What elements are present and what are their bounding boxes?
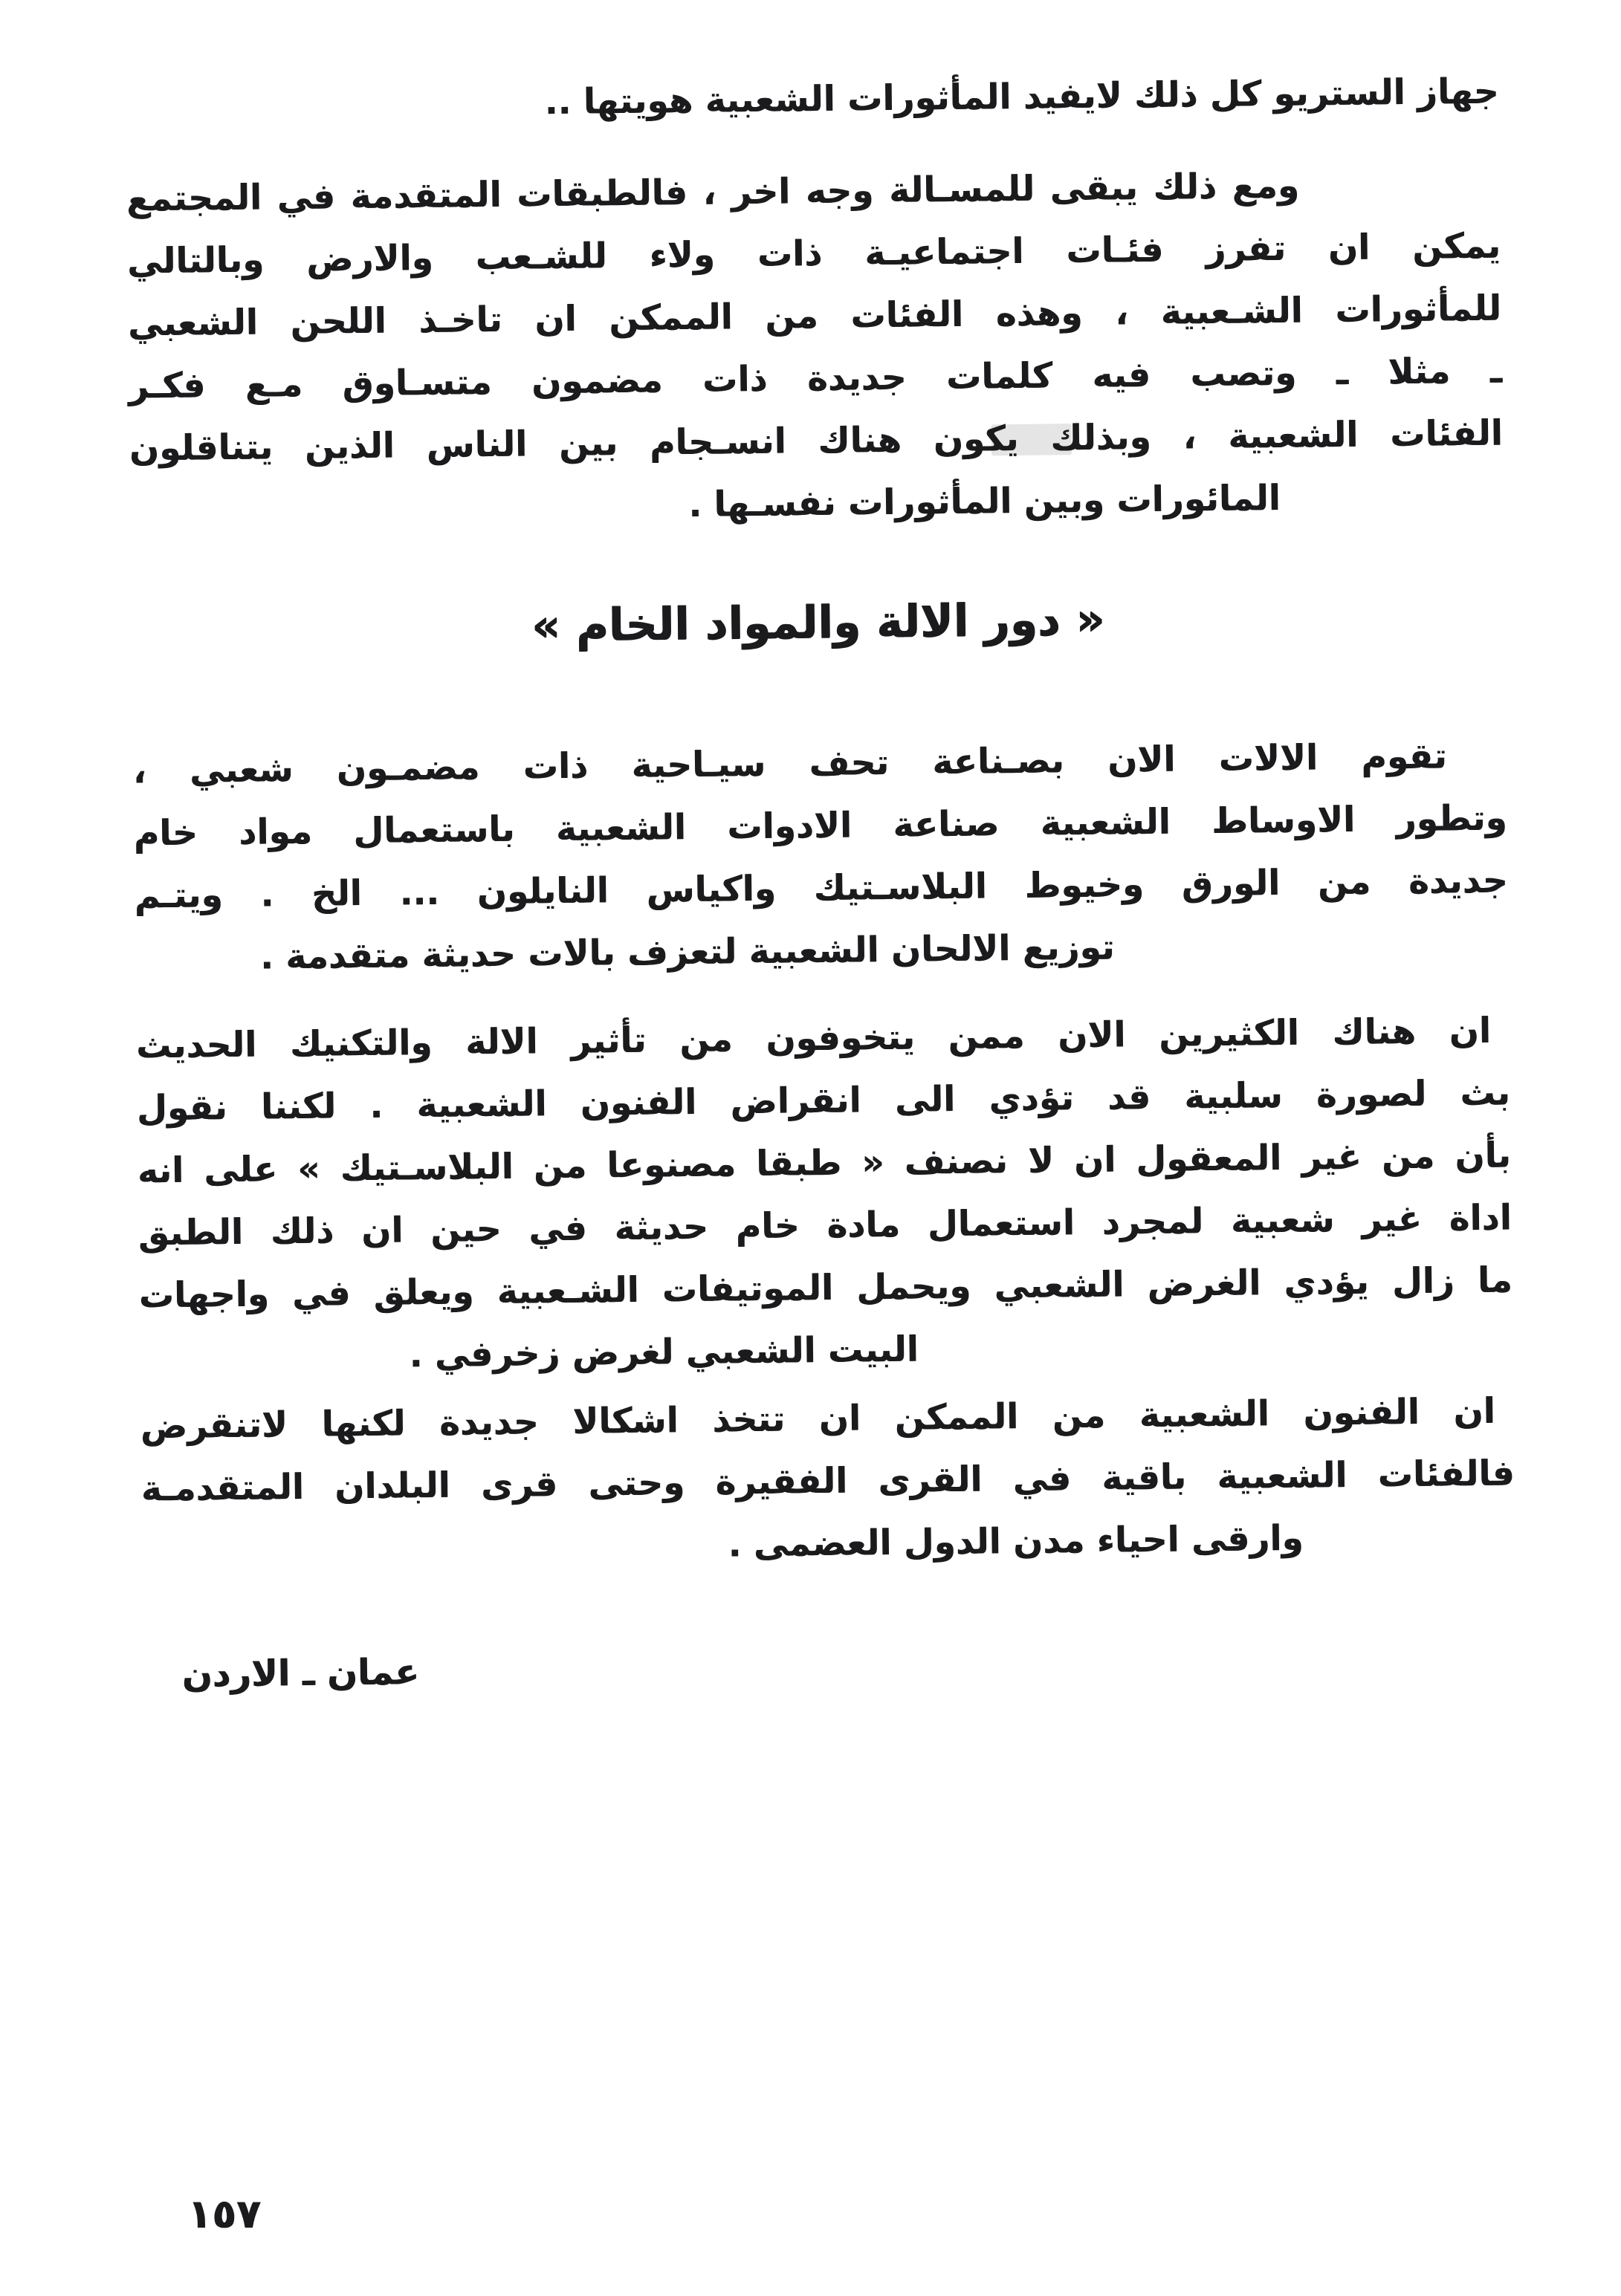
text-line: بأن من غير المعقول ان لا نصنف « طبقا مصنوعا من البلاسـتيك » على انه [137, 1135, 1512, 1192]
text-line: وارقى احياء مدن الدول العضمى . [728, 1517, 1304, 1566]
text-line: ومع ذلك يبقى للمسـالة وجه اخر ، فالطبقات المتقدمة في المجتمع [126, 165, 1300, 220]
page-number: ١٥٧ [187, 2190, 261, 2237]
text-line: توزيع الالحان الشعبية لتعزف بالات حديثة متقدمة . [259, 927, 1115, 978]
paragraph-conclusion [140, 1380, 1515, 1583]
paragraph-opening [126, 153, 1504, 543]
text-line: ان الفنون الشعبية من الممكن ان تتخذ اشكالا جديدة لكنها لاتنقرض [140, 1390, 1496, 1447]
text-line: البيت الشعبي لغرض زخرفي . [409, 1329, 919, 1376]
text-line: بث لصورة سلبية قد تؤدي الى انقراض الفنون الشعبية . لكننا نقول [136, 1072, 1511, 1129]
text-line: يمكن ان تفرز فئـات اجتماعيـة ذات ولاء للشـعب والارض وبالتالي [126, 225, 1501, 282]
text-line: تقوم الالات الان بصـناعة تحف سيـاحية ذات مضمـون شعبي ، [132, 736, 1448, 792]
text-line: وتطور الاوساط الشعبية صناعة الادوات الشعبية باستعمال مواد خام [133, 797, 1507, 854]
paragraph-fears-of-technology [136, 999, 1514, 1389]
text-line: الفئات الشعبية ، وبذلك يكون هناك انسـجام بين الناس الذين يتناقلون [129, 412, 1504, 470]
paragraph-machines-raw-materials [132, 725, 1509, 990]
text-line: اداة غير شعبية لمجرد استعمال مادة خام حديثة في حين ان ذلك الطبق [137, 1197, 1512, 1254]
text-line: ما زال يؤدي الغرض الشعبي ويحمل الموتيفات الشـعبية ويعلق في واجهات [138, 1259, 1513, 1317]
text-line: جديدة من الورق وخيوط البلاسـتيك واكياس النايلون ... الخ . ويتـم [134, 860, 1508, 917]
signature-location-line: عمان ـ الاردن [181, 1651, 420, 1696]
text-line: ان هناك الكثيرين الان ممن يتخوفون من تأثير الالة والتكنيك الحديث [135, 1010, 1492, 1067]
text-line: ـ مثلا ـ وتصب فيه كلمات جديدة ذات مضمون متسـاوق مـع فكـر [128, 350, 1503, 407]
text-line: فالفئات الشعبية باقية في القرى الفقيرة وحتى قرى البلدان المتقدمـة [140, 1453, 1515, 1510]
page-content [125, 46, 1517, 1707]
text-line: للمأثورات الشـعبية ، وهذه الفئات من الممكن ان تاخـذ اللحن الشعبي [127, 288, 1502, 345]
section-heading: « دور الالة والمواد الخام » [531, 593, 1105, 652]
text-line: المائورات وبين المأثورات نفسـها . [687, 477, 1281, 525]
intro-continuation-line: جهاز الستريو كل ذلك لايفيد المأثورات الشعبية هويتها .. [544, 71, 1499, 123]
